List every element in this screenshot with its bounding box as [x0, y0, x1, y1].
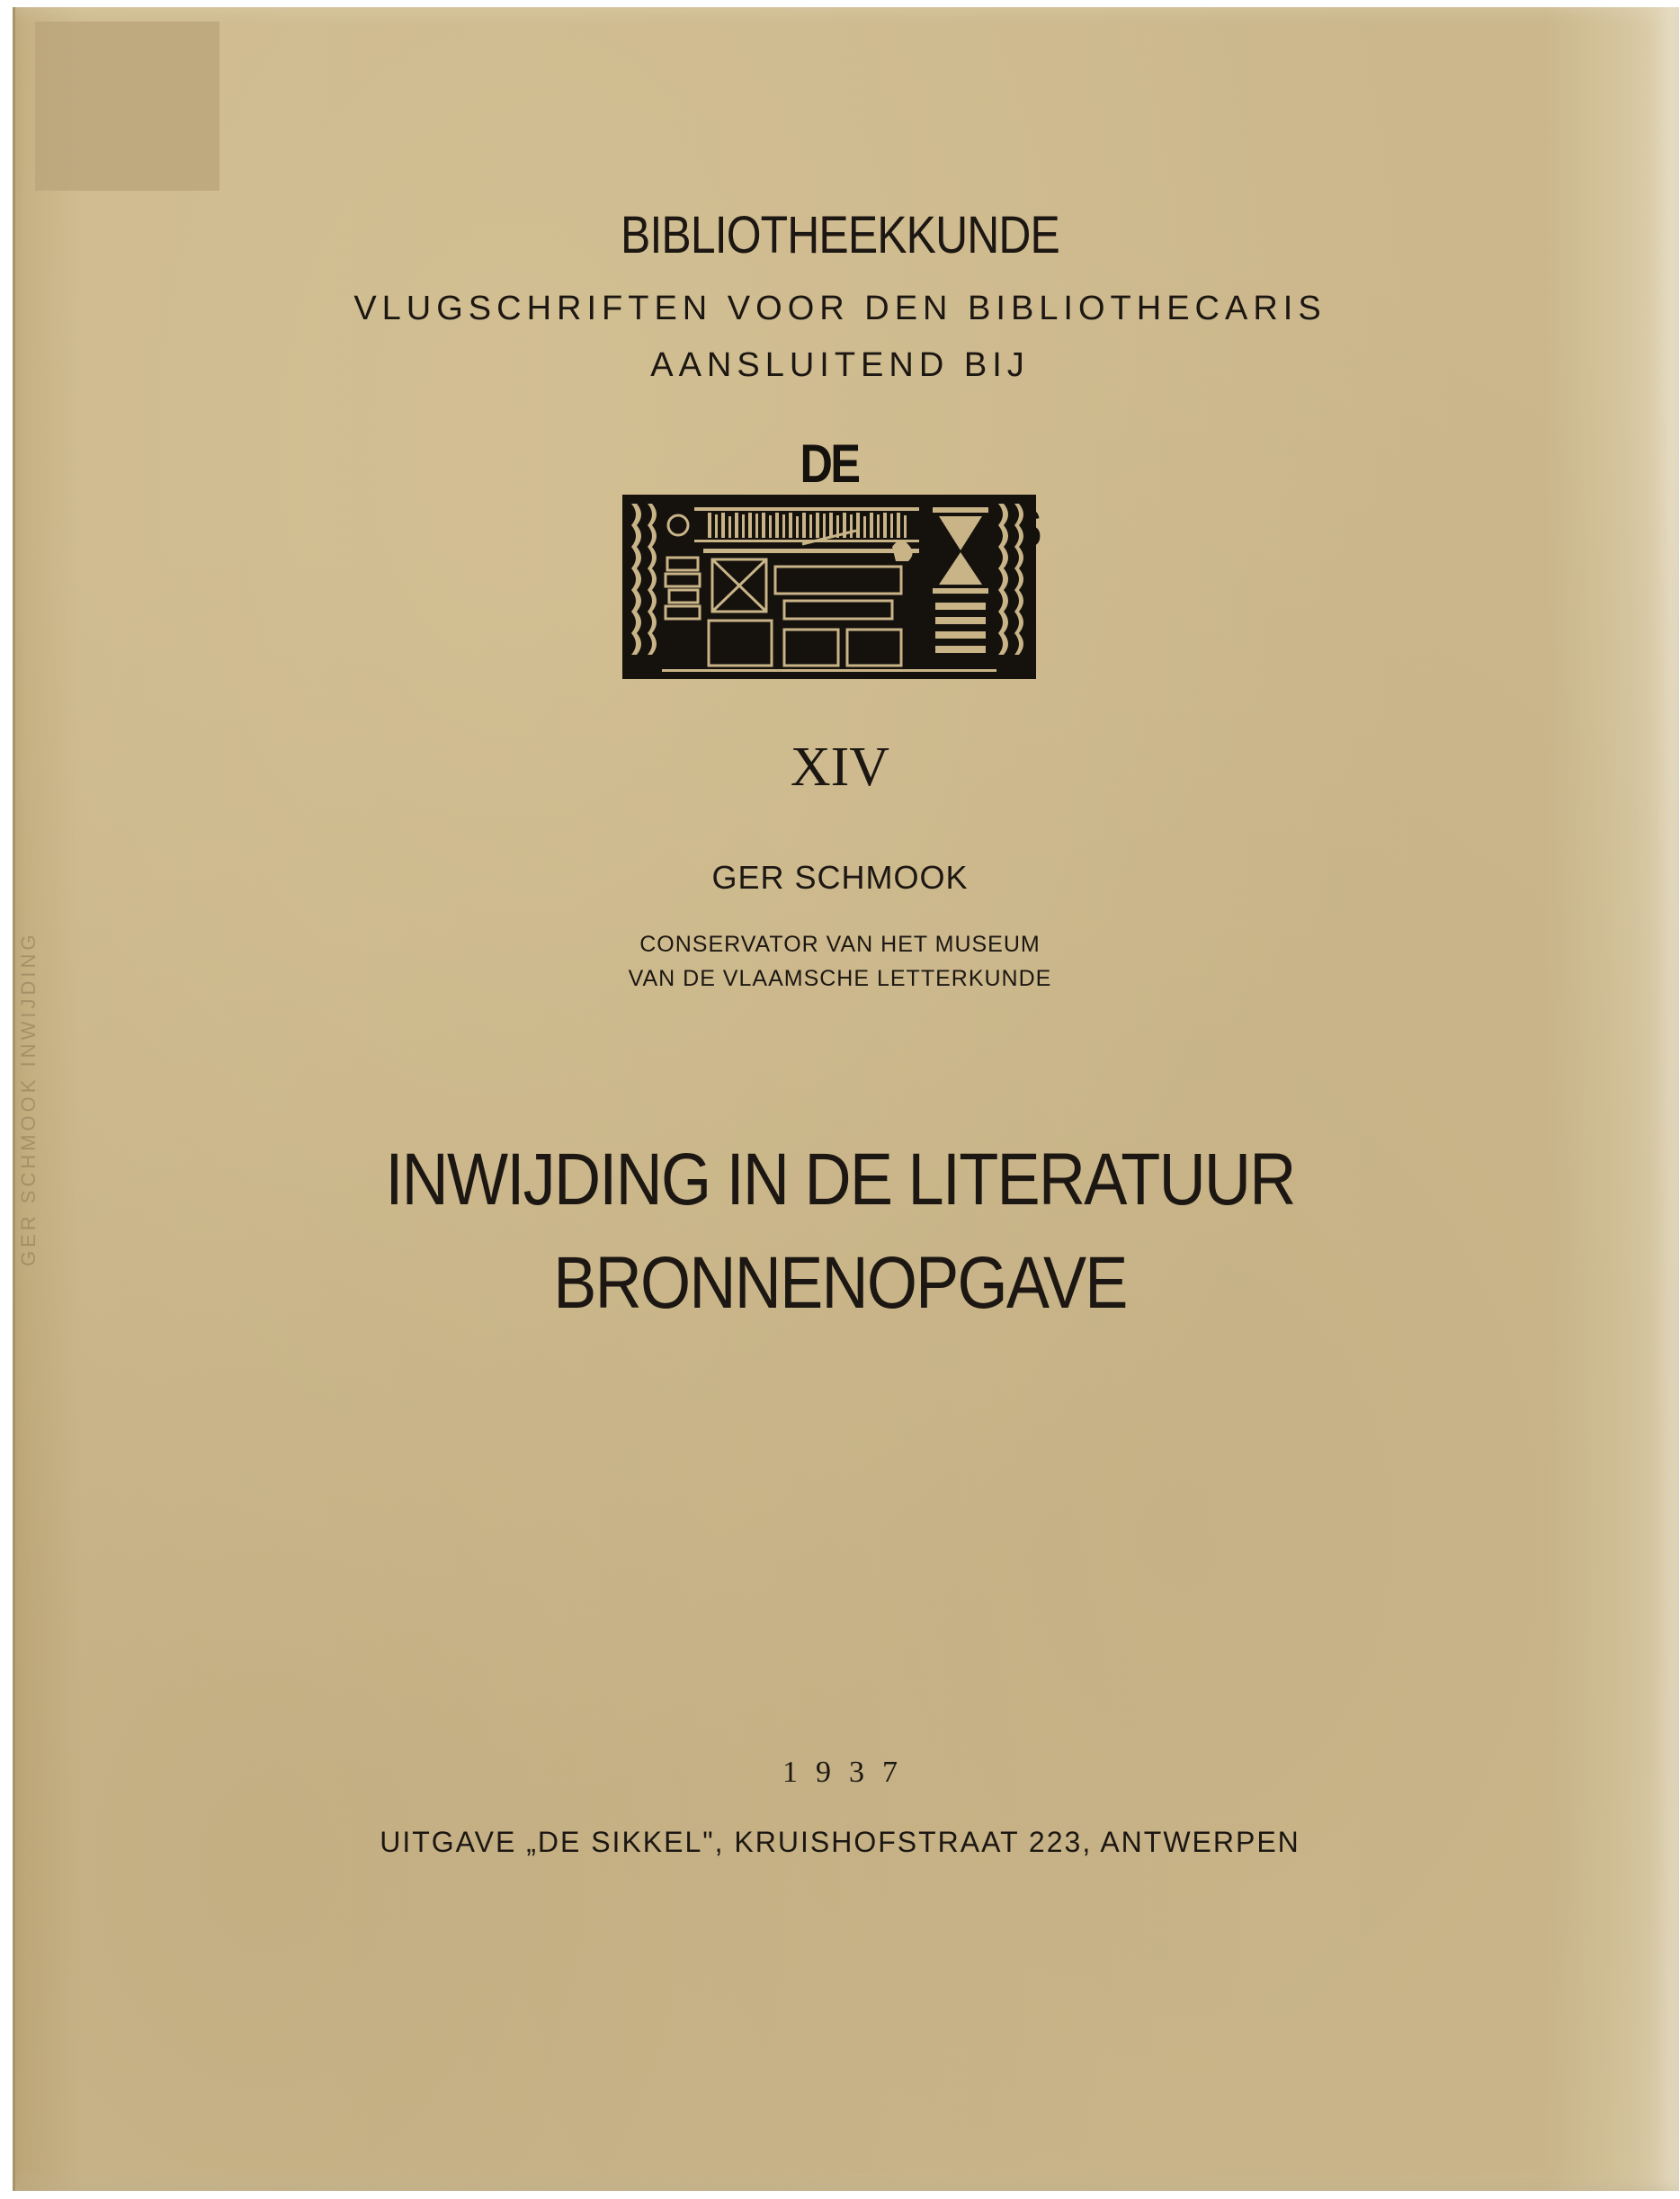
library-woodcut-illustration — [622, 495, 1036, 679]
series-subtitle-line2: AANSLUITEND BIJ — [650, 346, 1030, 384]
author-name: GER SCHMOOK — [711, 859, 969, 896]
volume-number: XIV — [790, 737, 890, 798]
spine-text: GER SCHMOOK INWIJDING — [17, 931, 40, 1266]
book-cover — [13, 7, 1679, 2191]
series-subtitle-line1: VLUGSCHRIFTEN VOOR DEN BIBLIOTHECARIS — [353, 290, 1327, 327]
bibliotheekgids-logo — [622, 432, 1036, 679]
publisher-line: UITGAVE „DE SIKKEL", KRUISHOFSTRAAT 223, ANTWERPEN — [380, 1826, 1300, 1858]
book-title-line2: BRONNENOPGAVE — [553, 1242, 1127, 1324]
series-title: BIBLIOTHEEKKUNDE — [621, 206, 1059, 264]
worn-label-patch — [35, 22, 219, 191]
author-role-line1: CONSERVATOR VAN HET MUSEUM — [639, 932, 1041, 957]
book-title-line1: INWIJDING IN DE LITERATUUR — [385, 1139, 1295, 1220]
author-role-line2: VAN DE VLAAMSCHE LETTERKUNDE — [628, 966, 1052, 991]
publication-year: 1937 — [782, 1756, 916, 1789]
logo-title: DE — [800, 434, 859, 494]
